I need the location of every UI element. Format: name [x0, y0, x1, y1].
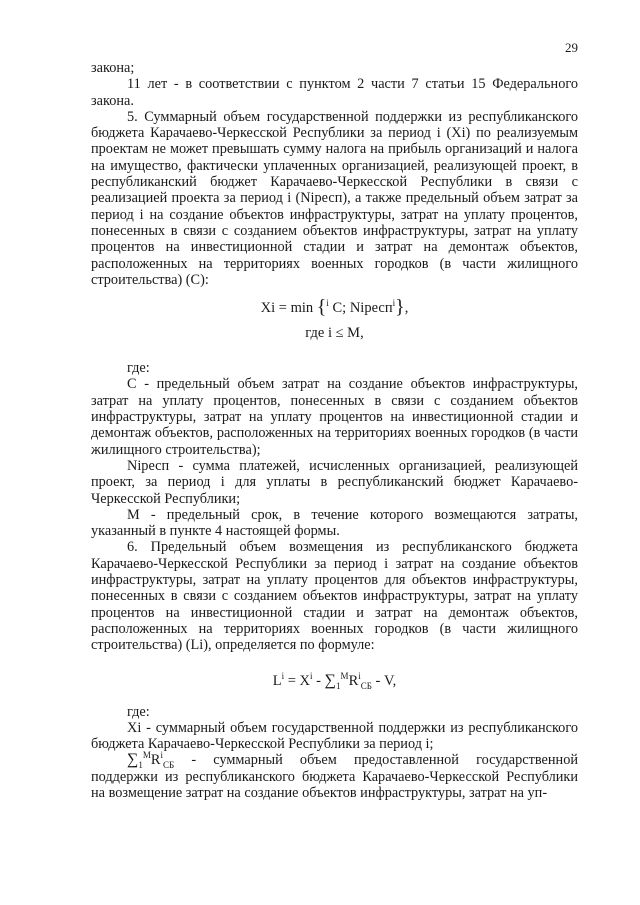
sum-symbol: ∑ — [127, 751, 139, 769]
text-line: 11 лет - в соответствии с пунктом 2 части 7 статьи 15 Федерального закона. — [91, 76, 578, 109]
paragraph-5: 5. Суммарный объем государственной поддержки из республиканского бюджета Карачаево-Черкесской Республики за период i (Xi) по реализуемым проектам не может превышать сумму налога на прибыль организаций и налога на имущество, фактически уплаченных организацией, реализующей проект, в республиканский бюджет Карачаево-Черкесской Республики в связи с реализацией проекта за период i (Niресп), а также предельный объем затрат за период i на создание объектов инфраструктуры, затрат на уплату процентов, понесенных в связи с созданием объектов инфраструктуры, затрат на уплату процентов на инвестиционной стадии и затрат на демонтаж объектов, расположенных на территориях военных городков (в части жилищного строительства) (С): — [91, 108, 578, 288]
formula-xi: Xi = min {$^i$ C; Niресп$^i$}, — [260, 296, 409, 319]
definition-r: $\sum_1^MR^i_{СБ}$ - суммарный объем предоставленной государственной поддержки из республиканского бюджета Карачаево-Черкесской Республики на возмещение затрат на создание объектов инфраструктуры, затрат на уп- — [91, 750, 578, 801]
text-line: закона; — [91, 60, 135, 76]
page-number: 29 — [565, 40, 578, 55]
definition-m: М - предельный срок, в течение которого возмещаются затраты, указанный в пункте 4 настоящей формы. — [91, 506, 578, 540]
definition-x: Xi - суммарный объем государственной поддержки из республиканского бюджета Карачаево-Черкесской Республики за период i; — [91, 719, 578, 753]
where-label: где: — [127, 360, 150, 377]
document-body — [91, 60, 578, 801]
definition-n: Niресп - сумма платежей, исчисленных организацией, реализующей проект, за период i для уплаты в республиканский бюджет Карачаево-Черкесской Республики; — [91, 457, 578, 507]
sum-symbol: ∑ — [324, 671, 337, 689]
definition-c: С - предельный объем затрат на создание объектов инфраструктуры, затрат на уплату процентов, понесенных в связи с созданием объектов инфраструктуры, затрат на уплату процентов на инвестиционной стадии и демонтаж объектов, расположенных на территориях военных городков (в части жилищного строительства); — [91, 376, 578, 458]
right-brace: } — [395, 296, 405, 319]
formula-condition: где i ≤ M, — [305, 325, 364, 342]
paragraph-6: 6. Предельный объем возмещения из республиканского бюджета Карачаево-Черкесской Республики за период i затрат на создание объектов инфраструктуры, затрат на уплату процентов для объектов инфраструктуры, понесенных в связи с созданием объектов инфраструктуры, затрат на уплату процентов на инвестиционной стадии и затрат на демонтаж объектов, расположенных на территориях военных городков (в части жилищного строительства) (Li), определяется по формуле: — [91, 539, 578, 654]
left-brace: { — [316, 296, 327, 319]
where-label-2: где: — [127, 703, 150, 720]
formula-li: $L^i = X^i - \sum_1^MR^i_{СБ} - V$, — [272, 670, 397, 691]
